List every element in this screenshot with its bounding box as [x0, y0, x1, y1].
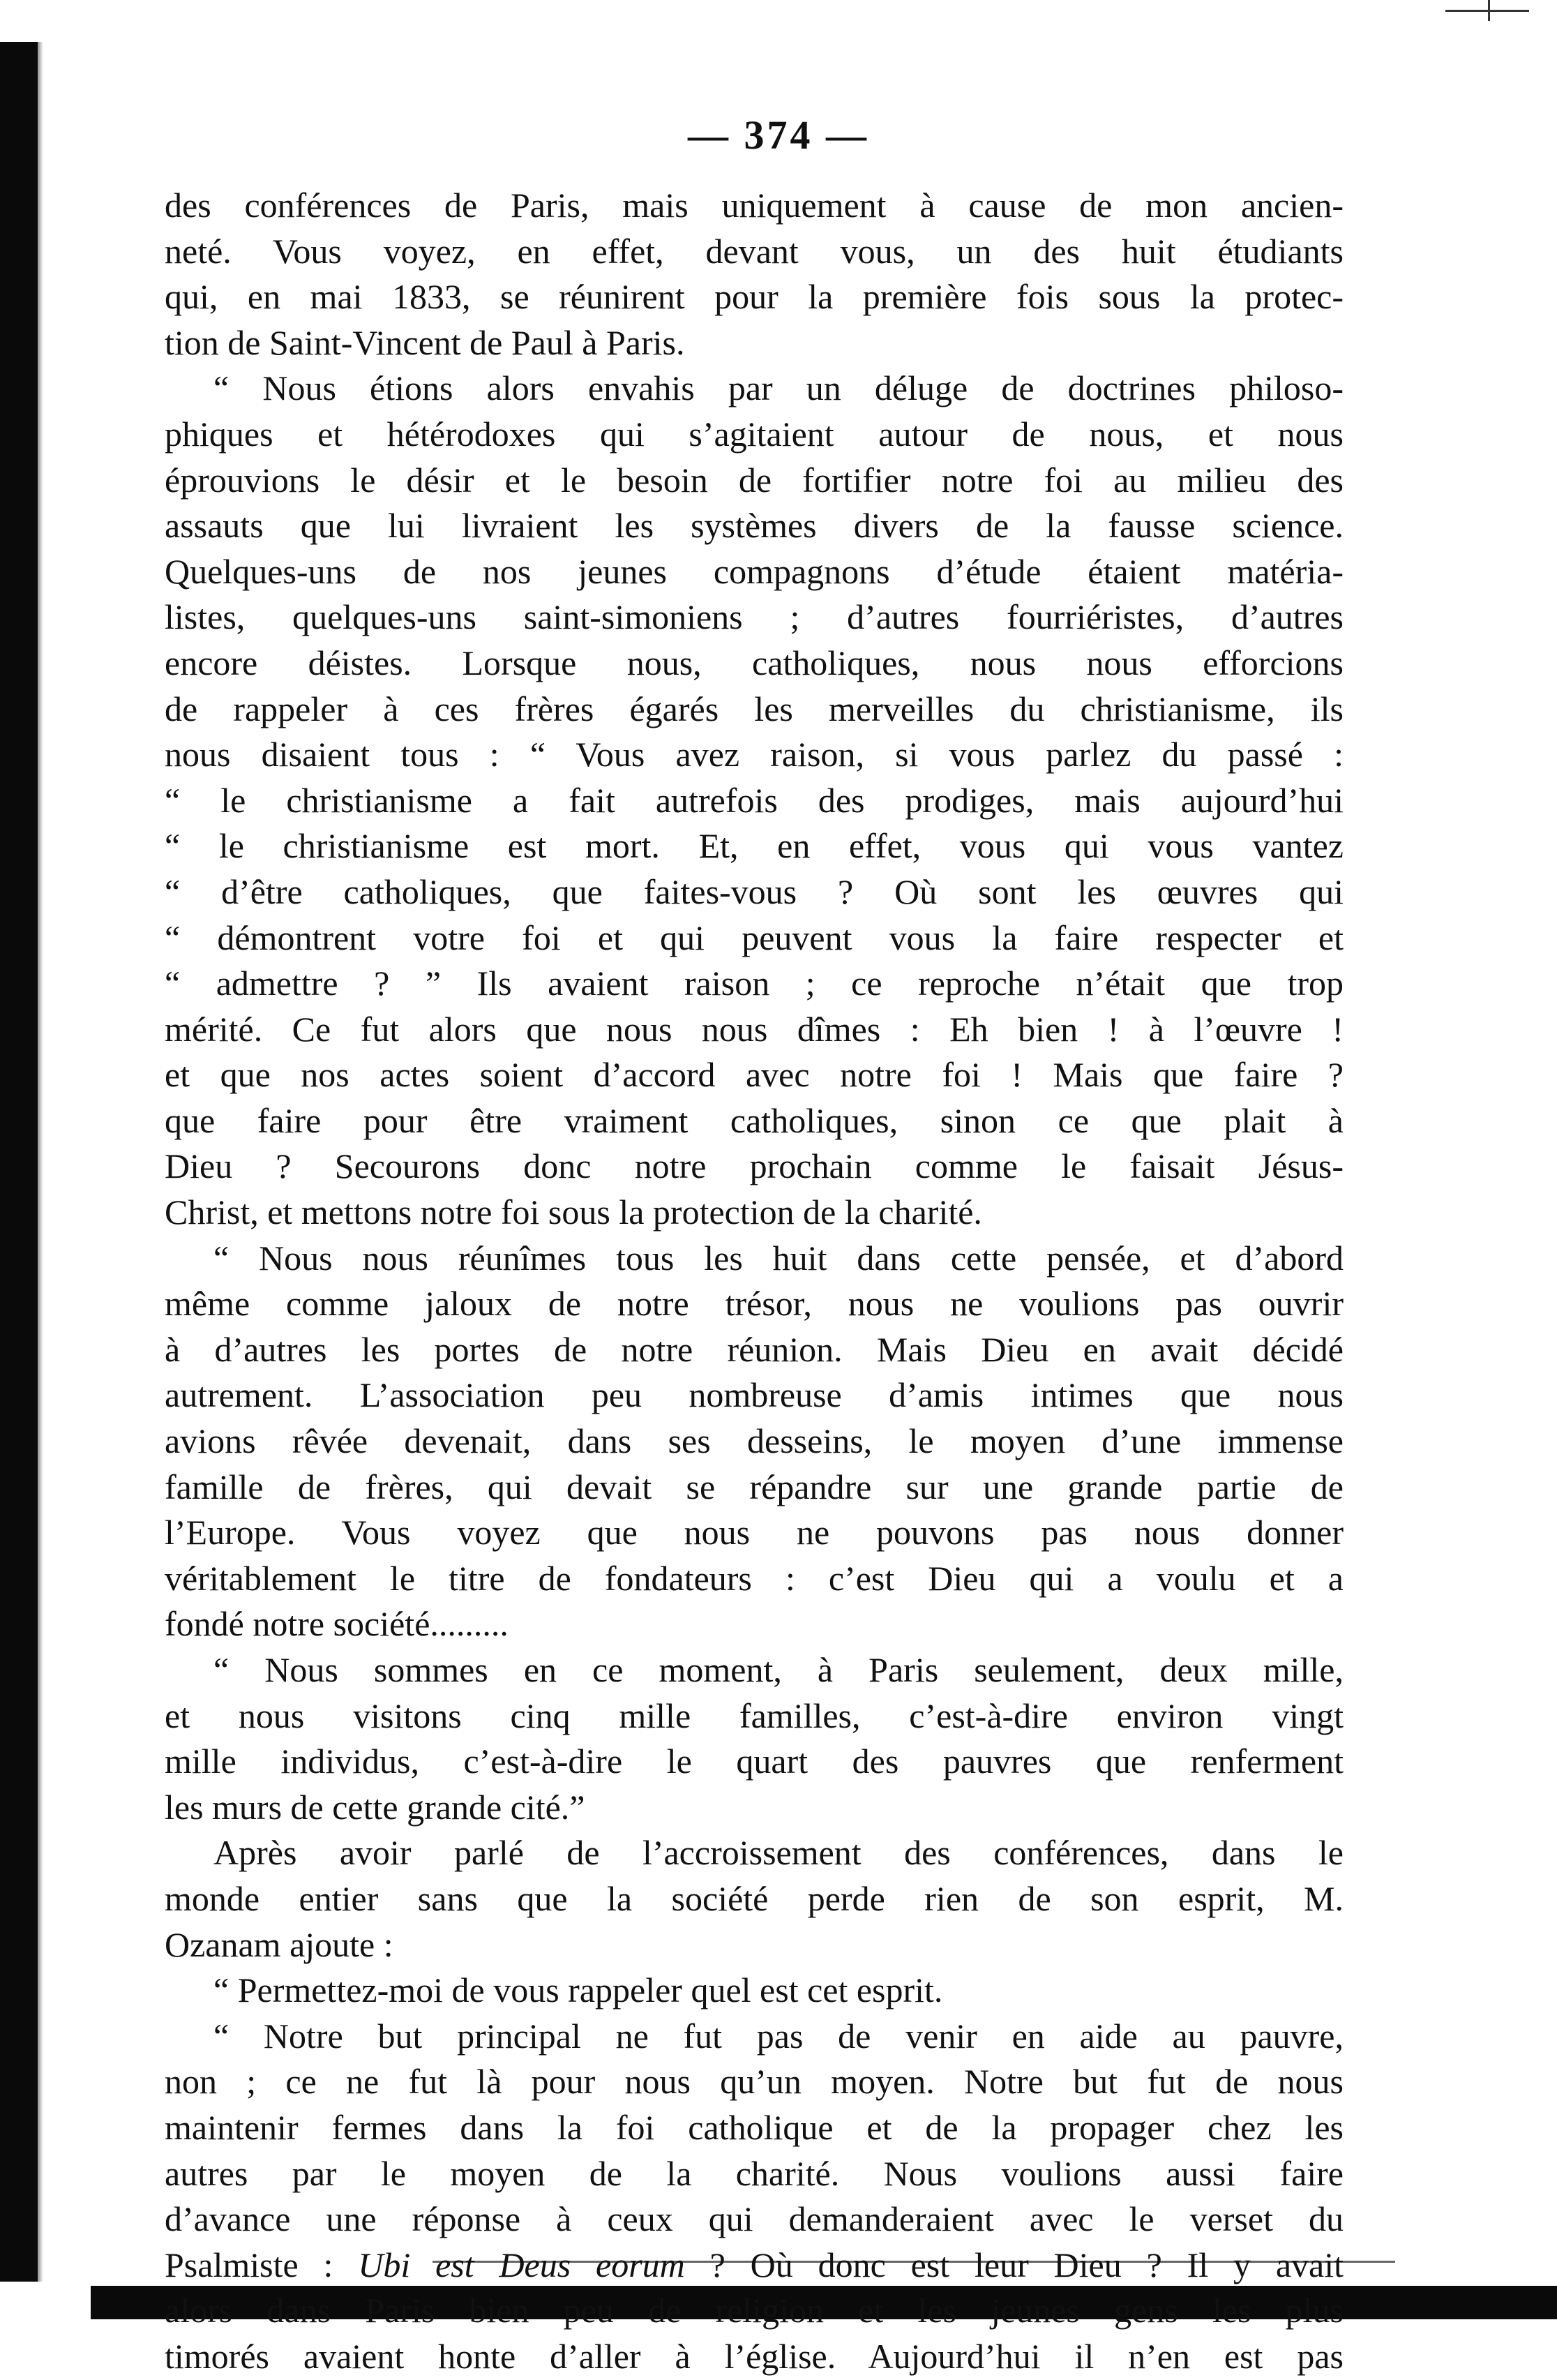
- text-line: encore déistes. Lorsque nous, catholiques, nous nous efforcions: [165, 643, 1344, 682]
- page-number: — 374 —: [688, 112, 869, 158]
- text-line: et que nos actes soient d’accord avec notre foi ! Mais que faire ?: [165, 1055, 1344, 1095]
- text-line: véritablement le titre de fondateurs : c’est Dieu qui a voulu et a: [165, 1558, 1344, 1598]
- text-line: “ démontrent votre foi et qui peuvent vous la faire respecter et: [165, 918, 1344, 957]
- text-line: Ozanam ajoute :: [165, 1924, 393, 1964]
- text-line: Après avoir parlé de l’accroissement des conférences, dans le: [213, 1833, 1344, 1873]
- text-line: “ Nous nous réunîmes tous les huit dans cette pensée, et d’abord: [213, 1238, 1344, 1278]
- text-line: à d’autres les portes de notre réunion. Mais Dieu en avait décidé: [165, 1329, 1344, 1369]
- text-line: tion de Saint-Vincent de Paul à Paris.: [165, 322, 685, 362]
- text-line: fondé notre société.........: [165, 1604, 509, 1644]
- latin-quote: Ubi est Deus eorum: [358, 2245, 685, 2284]
- scan-left-edge-shadow: [38, 42, 43, 2282]
- text-line: maintenir fermes dans la foi catholique et de la propager chez les: [165, 2107, 1344, 2147]
- text-line: l’Europe. Vous voyez que nous ne pouvons pas nous donner: [165, 1513, 1344, 1552]
- text-line: phiques et hétérodoxes qui s’agitaient autour de nous, et nous: [165, 414, 1344, 454]
- text-line: alors dans Paris bien peu de religion et les jeunes gens les plus: [165, 2291, 1344, 2330]
- text-line: Christ, et mettons notre foi sous la protection de la charité.: [165, 1192, 982, 1232]
- text-line: “ Nous étions alors envahis par un déluge de doctrines philoso-: [213, 368, 1344, 408]
- text-line: famille de frères, qui devait se répandre sur une grande partie de: [165, 1467, 1344, 1506]
- text-line: “ le christianisme est mort. Et, en effet, vous qui vous vantez: [165, 826, 1344, 866]
- text-line: Dieu ? Secourons donc notre prochain comme le faisait Jésus-: [165, 1146, 1344, 1186]
- text-line: nous disaient tous : “ Vous avez raison, si vous parlez du passé :: [165, 735, 1344, 774]
- text-line: monde entier sans que la société perde rien de son esprit, M.: [165, 1878, 1344, 1918]
- text-line: et nous visitons cinq mille familles, c’est-à-dire environ vingt: [165, 1696, 1344, 1735]
- text-line: non ; ce ne fut là pour nous qu’un moyen. Notre but fut de nous: [165, 2062, 1344, 2102]
- text-line: qui, en mai 1833, se réunirent pour la première fois sous la protec-: [165, 277, 1344, 317]
- text-line: que faire pour être vraiment catholiques, sinon ce que plait à: [165, 1100, 1344, 1140]
- text-line: les murs de cette grande cité.”: [165, 1787, 585, 1827]
- scan-top-mark: [1445, 0, 1529, 12]
- text-line: “ Notre but principal ne fut pas de venir en aide au pauvre,: [213, 2016, 1344, 2056]
- text-line: avions rêvée devenait, dans ses desseins, le moyen d’une immense: [165, 1421, 1344, 1461]
- text-line: d’avance une réponse à ceux qui demanderaient avec le verset du: [165, 2199, 1344, 2239]
- text-line: listes, quelques-uns saint-simoniens ; d’autres fourriéristes, d’autres: [165, 597, 1344, 637]
- text-line: Quelques-uns de nos jeunes compagnons d’étude étaient matéria-: [165, 551, 1344, 591]
- text-line: Psalmiste : Ubi est Deus eorum ? Où donc est leur Dieu ? Il y avait: [165, 2245, 1344, 2284]
- text-line: timorés avaient honte d’aller à l’église. Aujourd’hui il n’en est pas: [165, 2336, 1344, 2376]
- text-line: mérité. Ce fut alors que nous nous dîmes : Eh bien ! à l’œuvre !: [165, 1009, 1344, 1049]
- scan-left-edge: [0, 42, 38, 2282]
- text-line: “ le christianisme a fait autrefois des prodiges, mais aujourd’hui: [165, 780, 1344, 820]
- text-line: “ admettre ? ” Ils avaient raison ; ce reproche n’était que trop: [165, 964, 1344, 1003]
- text-line: neté. Vous voyez, en effet, devant vous, un des huit étudiants: [165, 231, 1344, 271]
- text-line: autrement. L’association peu nombreuse d’amis intimes que nous: [165, 1375, 1344, 1415]
- text-line: autres par le moyen de la charité. Nous voulions aussi faire: [165, 2153, 1344, 2193]
- text-line: même comme jaloux de notre trésor, nous ne voulions pas ouvrir: [165, 1284, 1344, 1324]
- text-line: “ d’être catholiques, que faites-vous ? Où sont les œuvres qui: [165, 871, 1344, 911]
- text-line: assauts que lui livraient les systèmes divers de la fausse science.: [165, 506, 1344, 546]
- text-line: des conférences de Paris, mais uniquement à cause de mon ancien-: [165, 186, 1344, 225]
- text-line: “ Permettez-moi de vous rappeler quel est cet esprit.: [213, 1970, 943, 2010]
- page-body-text: [165, 183, 1344, 2380]
- text-line: éprouvions le désir et le besoin de fortifier notre foi au milieu des: [165, 460, 1344, 500]
- text-line: mille individus, c’est-à-dire le quart des pauvres que renferment: [165, 1742, 1344, 1781]
- text-line: “ Nous sommes en ce moment, à Paris seulement, deux mille,: [213, 1650, 1344, 1689]
- text-line: de rappeler à ces frères égarés les merveilles du christianisme, ils: [165, 689, 1344, 728]
